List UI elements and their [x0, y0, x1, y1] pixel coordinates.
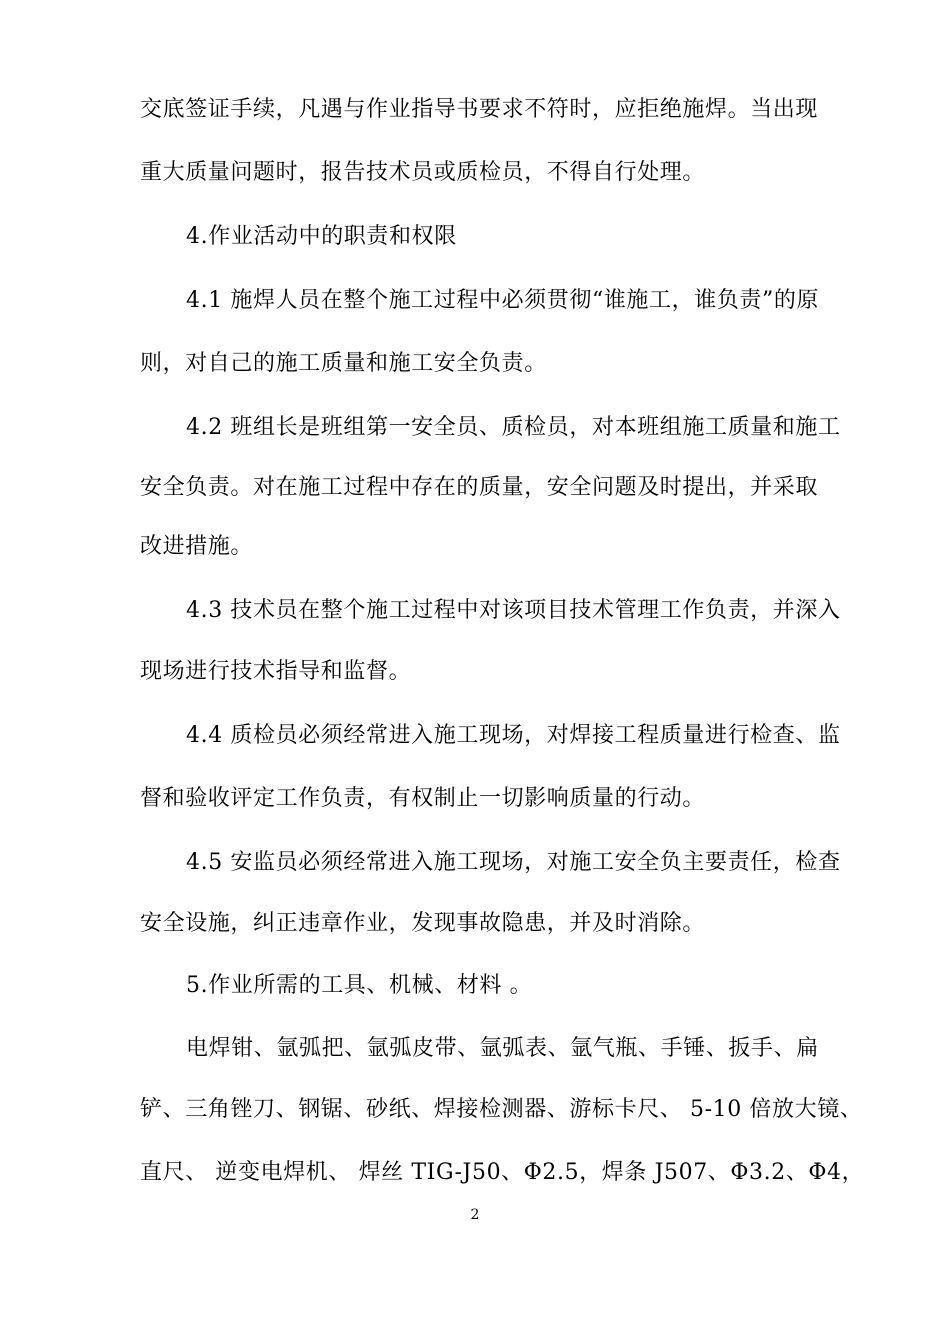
- section-heading: 4.作业活动中的职责和权限: [186, 224, 457, 249]
- text-line: 交底签证手续，凡遇与作业指导书要求不符时，应拒绝施焊。当出现: [140, 97, 819, 122]
- section-heading: 5.作业所需的工具、机械、材料 。: [186, 973, 533, 998]
- text-line: 重大质量问题时，报告技术员或质检员，不得自行处理。: [140, 160, 706, 185]
- text-line: 直尺、 逆变电焊机、 焊丝 TIG-J50、Φ2.5，焊条 J507、Φ3.2、Φ4，: [140, 1160, 865, 1185]
- text-line: 现场进行技术指导和监督。: [140, 659, 412, 684]
- text-line: 4.4 质检员必须经常进入施工现场，对焊接工程质量进行检查、监: [186, 723, 841, 748]
- text-line: 则，对自己的施工质量和施工安全负责。: [140, 351, 547, 376]
- text-line: 安全设施，纠正违章作业，发现事故隐患，并及时消除。: [140, 911, 706, 936]
- text-line: 4.5 安监员必须经常进入施工现场，对施工安全负主要责任，检查: [186, 850, 841, 875]
- text-line: 铲、三角锉刀、钢锯、砂纸、焊接检测器、游标卡尺、 5-10 倍放大镜、: [140, 1097, 863, 1122]
- text-line: 4.1 施焊人员在整个施工过程中必须贯彻“谁施工，谁负责”的原: [186, 288, 820, 313]
- page-number: 2: [470, 1207, 480, 1223]
- text-line: 改进措施。: [140, 534, 254, 559]
- text-line: 4.3 技术员在整个施工过程中对该项目技术管理工作负责，并深入: [186, 598, 841, 623]
- text-line: 安全负责。对在施工过程中存在的质量，安全问题及时提出，并采取: [140, 475, 819, 500]
- text-line: 4.2 班组长是班组第一安全员、质检员，对本班组施工质量和施工: [186, 415, 841, 440]
- text-line: 督和验收评定工作负责，有权制止一切影响质量的行动。: [140, 786, 706, 811]
- text-line: 电焊钳、氩弧把、氩弧皮带、氩弧表、氩气瓶、手锤、扳手、扁: [186, 1036, 819, 1061]
